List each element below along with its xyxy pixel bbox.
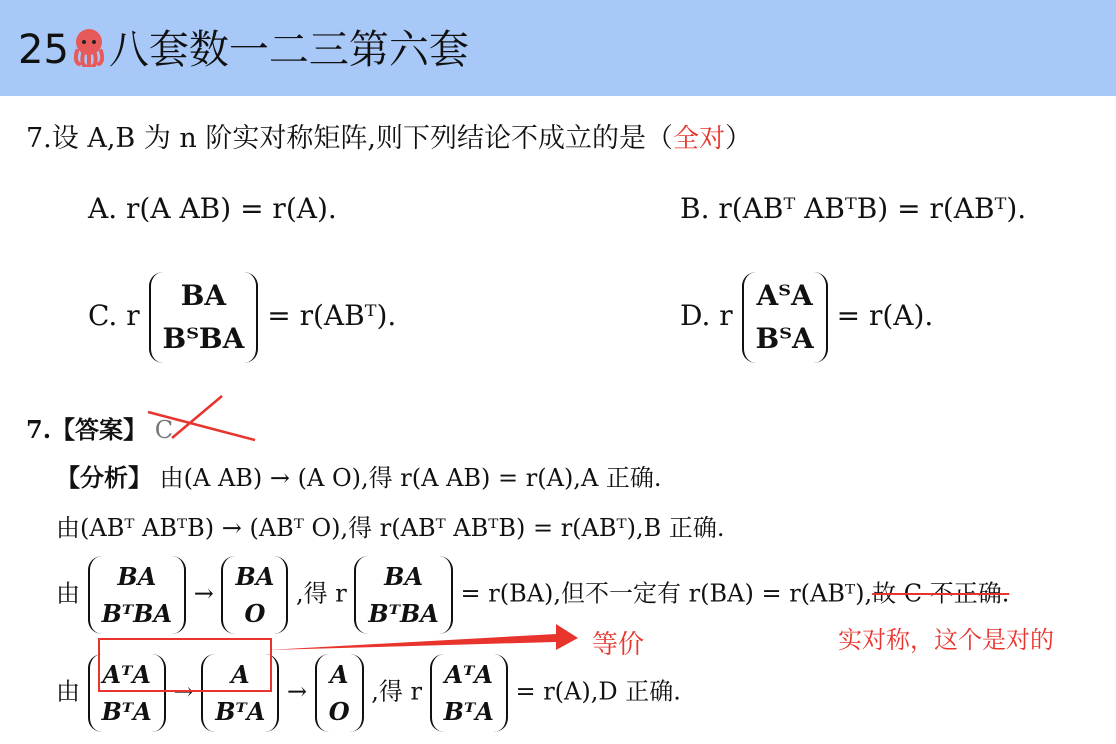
cross-out-mark: [140, 392, 260, 444]
question-text: 7.设 A,B 为 n 阶实对称矩阵,则下列结论不成立的是（: [26, 123, 673, 154]
option-b: B. r(ABᵀ ABᵀB) = r(ABᵀ).: [680, 192, 1027, 225]
matrix-bottom: BᵀBA: [101, 599, 173, 629]
option-d-prefix: D. r: [680, 298, 733, 332]
matrix-bottom: BᵀA: [755, 322, 814, 356]
annotation-note: 实对称，这个是对的: [838, 626, 1054, 654]
matrix-top: AᵀA: [444, 660, 493, 689]
struck-conclusion: 故 C 不正确.: [872, 579, 1010, 608]
title-banner: [0, 0, 1116, 96]
line4-suffix: = r(A),D 正确.: [515, 677, 681, 706]
answer-label: 7.【答案】: [26, 415, 148, 444]
line4-matrix-4: [430, 654, 508, 732]
option-c-matrix: [149, 272, 259, 363]
annotation-equivalent: 等价: [592, 630, 645, 660]
matrix-top: AᵀA: [102, 660, 151, 689]
line3-prefix: 由: [56, 579, 80, 608]
line4-prefix: 由: [56, 677, 80, 706]
matrix-top: BA: [117, 562, 157, 591]
highlight-box: [98, 638, 272, 692]
option-d-matrix: [742, 272, 828, 363]
matrix-bottom: BᵀA: [443, 697, 494, 727]
matrix-top: BA: [235, 562, 275, 591]
matrix-top: A: [329, 660, 349, 689]
matrix-bottom: O: [244, 599, 266, 629]
title-prefix: 25: [18, 27, 69, 73]
matrix-top: AᵀA: [756, 279, 813, 312]
octopus-icon: [71, 27, 107, 77]
option-c-suffix: = r(ABᵀ).: [267, 298, 397, 332]
title-text: 八套数一二三第六套: [108, 27, 469, 73]
matrix-bottom: BᵀBA: [162, 322, 245, 356]
page-title: [18, 18, 469, 77]
line3-matrix-1: [88, 556, 186, 634]
option-c-prefix: C. r: [88, 298, 140, 332]
arrow: →: [193, 579, 214, 608]
arrow: →: [286, 677, 308, 706]
analysis-line-1: [56, 458, 662, 493]
option-d-suffix: = r(A).: [836, 298, 934, 332]
matrix-top: BA: [384, 562, 424, 591]
option-a: A. r(A AB) = r(A).: [88, 192, 337, 225]
line4-mid: ,得 r: [371, 677, 423, 706]
matrix-bottom: BᵀA: [215, 697, 266, 727]
line3-mid: ,得 r: [296, 579, 347, 608]
matrix-bottom: O: [328, 697, 350, 727]
option-c: [88, 272, 396, 363]
analysis-label: 【分析】: [56, 463, 152, 492]
matrix-top: BA: [180, 279, 227, 312]
handwritten-all-correct: 全对: [672, 124, 725, 154]
question-line: [26, 116, 752, 155]
matrix-top: A: [230, 660, 250, 689]
analysis-text-1: 由(A AB) → (A O),得 r(A AB) = r(A),A 正确.: [159, 464, 662, 492]
annotation-arrow: [268, 620, 580, 664]
line3-suffix: = r(BA),但不一定有 r(BA) = r(ABᵀ),: [460, 579, 873, 608]
answer-value: C: [154, 416, 174, 444]
matrix-bottom: BᵀA: [101, 697, 152, 727]
arrow: →: [173, 677, 194, 706]
question-close: ）: [725, 123, 752, 154]
line4-matrix-3: [315, 654, 364, 732]
option-d: [680, 272, 933, 363]
matrix-bottom: BᵀBA: [368, 599, 439, 629]
analysis-line-2: 由(ABᵀ ABᵀB) → (ABᵀ O),得 r(ABᵀ ABᵀB) = r(ABᵀ),B 正确.: [56, 514, 725, 542]
